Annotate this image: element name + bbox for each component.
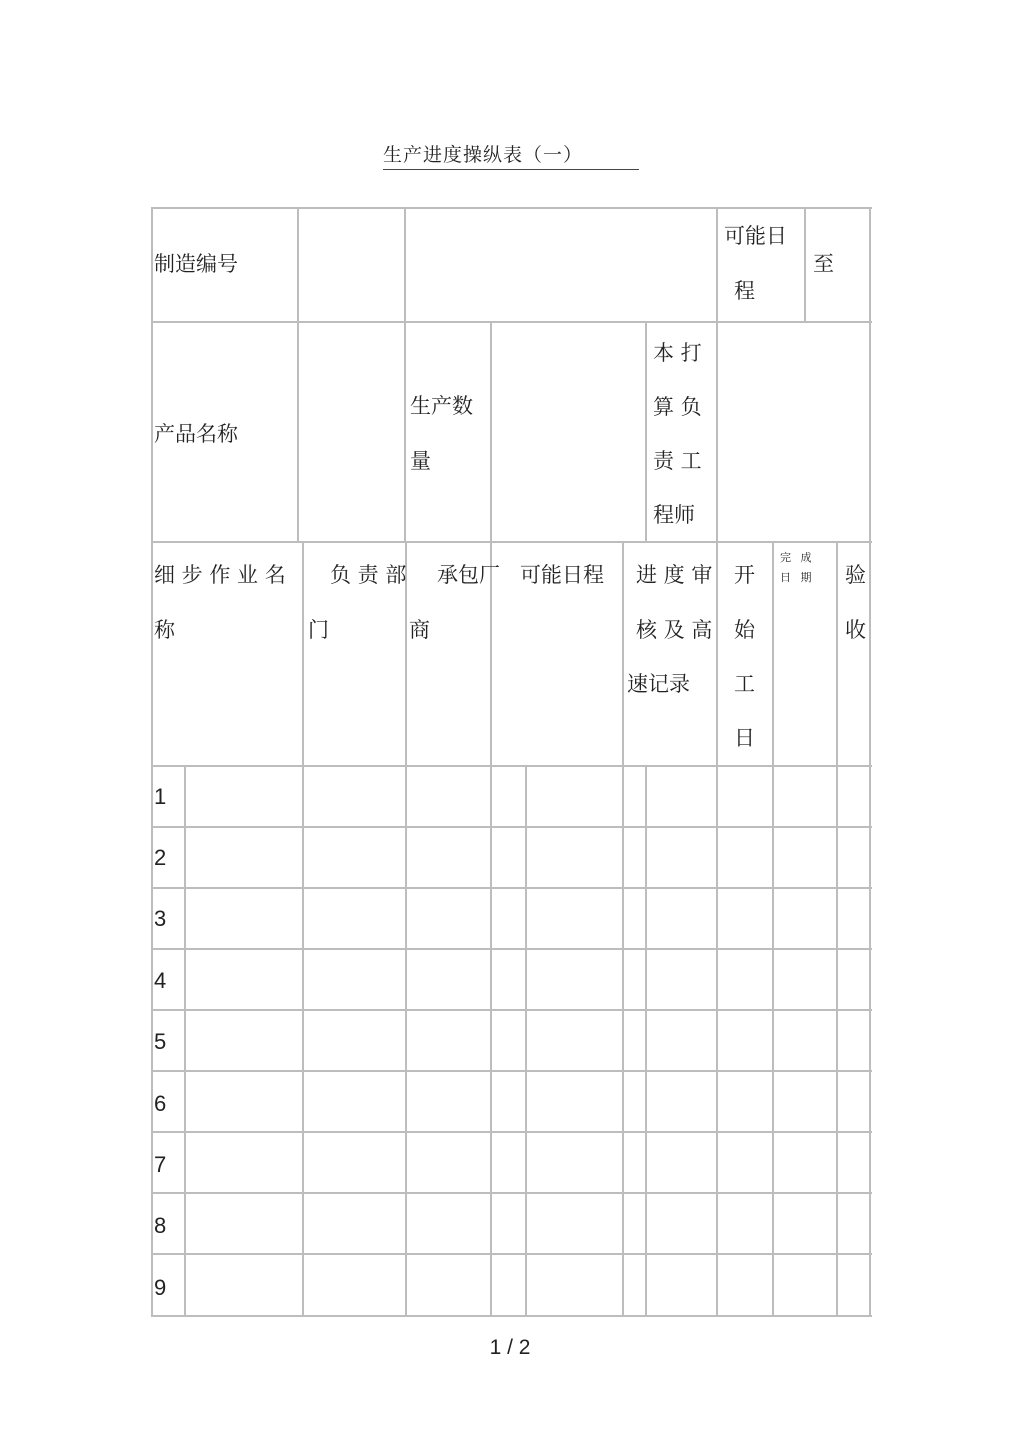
engineer-label-line-1: 本 打 <box>653 341 702 365</box>
header-dept-line-2: 门 <box>308 618 329 642</box>
rule-row1-bottom <box>151 321 872 323</box>
rule-col-accept <box>836 543 838 1317</box>
engineer-label-line-3: 责 工 <box>653 449 702 473</box>
page-number: 1 / 2 <box>489 1336 531 1359</box>
header-start-line-2: 始 <box>734 618 755 642</box>
header-start-line-4: 日 <box>734 726 755 750</box>
engineer-label-line-4: 程师 <box>653 503 695 527</box>
row-number: 4 <box>154 968 167 993</box>
rule-col-contractor <box>405 543 407 1317</box>
rule-col-schedule-split <box>525 765 527 1317</box>
header-review-line-2: 核 及 高 <box>636 618 713 642</box>
product-name-label: 产品名称 <box>154 422 238 446</box>
header-review-line-1: 进 度 审 <box>636 563 713 587</box>
rule-bottom <box>151 1315 872 1317</box>
rule-col-schedule <box>490 543 492 1317</box>
quantity-label-line-1: 生产数 <box>410 394 473 418</box>
row-number: 8 <box>154 1213 167 1238</box>
row-number: 2 <box>154 845 167 870</box>
rule-col-review-split <box>645 765 647 1317</box>
header-task-name-line-1: 细 步 作 业 名 <box>154 563 286 587</box>
rule-row-7 <box>151 1192 872 1194</box>
rule-r1-c3 <box>716 207 718 323</box>
quantity-label-line-2: 量 <box>410 449 431 473</box>
rule-col-dept <box>302 543 304 1317</box>
header-schedule: 可能日程 <box>520 563 604 587</box>
rule-row-1 <box>151 826 872 828</box>
row-number: 7 <box>154 1152 167 1177</box>
rule-row-6 <box>151 1131 872 1133</box>
rule-r2-c2 <box>404 321 406 543</box>
rule-row-8 <box>151 1253 872 1255</box>
header-start-line-1: 开 <box>734 563 755 587</box>
row-number: 5 <box>154 1029 167 1054</box>
rule-row2-bottom <box>151 541 872 543</box>
rule-col-start <box>716 543 718 1317</box>
row-number: 6 <box>154 1091 167 1116</box>
header-accept-line-2: 收 <box>845 618 866 642</box>
rule-right <box>869 207 871 1317</box>
rule-row-5 <box>151 1070 872 1072</box>
rule-row-4 <box>151 1009 872 1011</box>
schedule-label-line-1: 可能日 <box>724 224 787 248</box>
header-start-line-3: 工 <box>734 672 755 696</box>
rule-col-review <box>622 543 624 1317</box>
schedule-label-line-2: 程 <box>734 279 755 303</box>
rule-row-3 <box>151 948 872 950</box>
rule-r2-c4 <box>645 321 647 543</box>
rule-r1-c2 <box>404 207 406 323</box>
rule-col-complete <box>772 543 774 1317</box>
rule-col-number <box>184 765 186 1317</box>
engineer-label-line-2: 算 负 <box>653 395 702 419</box>
row-number: 9 <box>154 1275 167 1300</box>
rule-r2-c3 <box>490 321 492 543</box>
rule-left <box>151 207 153 1317</box>
to-label: 至 <box>813 252 834 276</box>
page-title: 生产进度操纵表（一） <box>383 144 639 170</box>
rule-row-2 <box>151 887 872 889</box>
order-no-label: 制造编号 <box>154 252 238 276</box>
header-dept-line-1: 负 责 部 <box>330 563 407 587</box>
rule-r1-c1 <box>297 207 299 323</box>
header-contractor-line-1: 承包厂 <box>437 563 500 587</box>
header-complete-date: 完 成 日 期 <box>780 551 815 584</box>
row-number: 3 <box>154 906 167 931</box>
header-review-line-3: 速记录 <box>627 672 690 696</box>
header-task-name-line-2: 称 <box>154 618 175 642</box>
rule-r2-c1 <box>297 321 299 543</box>
header-contractor-line-2: 商 <box>409 618 430 642</box>
rule-r1-c4 <box>804 207 806 323</box>
header-accept-line-1: 验 <box>845 563 866 587</box>
rule-header-bottom <box>151 765 872 767</box>
rule-r2-c5 <box>716 321 718 543</box>
row-number: 1 <box>154 784 167 809</box>
